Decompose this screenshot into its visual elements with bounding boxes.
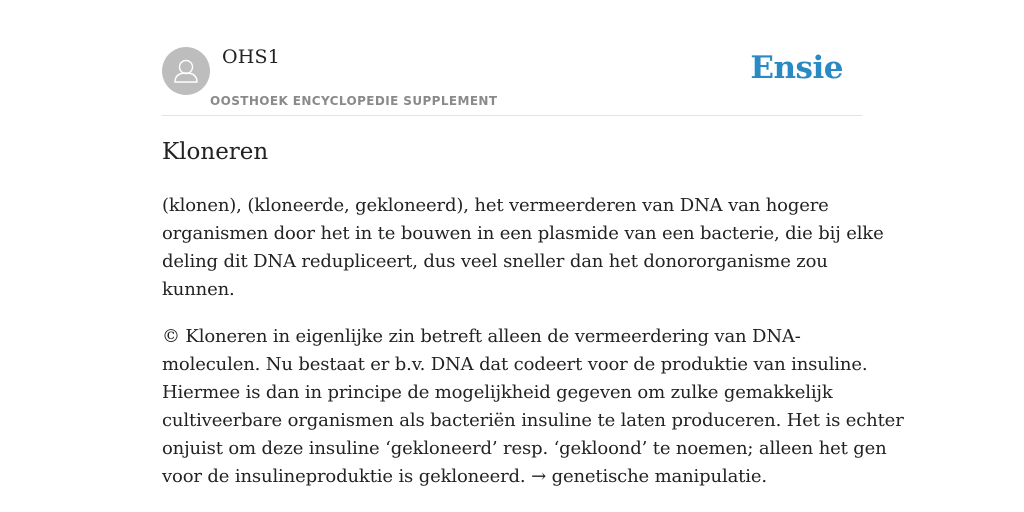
text-line: onjuist om deze insuline ‘gekloneerd’ resp. ‘gekloond’ te noemen; alleen het gen xyxy=(162,438,887,459)
source-label: OOSTHOEK ENCYCLOPEDIE SUPPLEMENT xyxy=(210,94,498,108)
article-body xyxy=(162,192,904,510)
text-line: moleculen. Nu bestaat er b.v. DNA dat codeert voor de produktie van insuline. xyxy=(162,354,868,375)
text-line: © Kloneren in eigenlijke zin betreft alleen de vermeerdering van DNA- xyxy=(162,326,801,347)
text-line: organismen door het in te bouwen in een plasmide van een bacterie, die bij elke xyxy=(162,223,884,244)
text-line: cultiveerbare organismen als bacteriën insuline te laten produceren. Het is echter xyxy=(162,410,904,431)
user-icon xyxy=(162,47,210,95)
text-line: (klonen), (kloneerde, gekloneerd), het vermeerderen van DNA van hogere xyxy=(162,195,829,216)
page-title: Kloneren xyxy=(162,139,269,165)
paragraph-explanation xyxy=(162,323,904,491)
text-line: kunnen. xyxy=(162,279,235,300)
paragraph-definition xyxy=(162,192,884,304)
text-line: Hiermee is dan in principe de mogelijkheid gegeven om zulke gemakkelijk xyxy=(162,382,833,403)
author-name[interactable]: OHS1 xyxy=(222,46,281,68)
avatar[interactable] xyxy=(162,47,210,95)
brand-logo[interactable]: Ensie xyxy=(750,50,843,86)
text-line: voor de insulineproduktie is gekloneerd. → genetische manipulatie. xyxy=(162,466,767,487)
header xyxy=(162,0,862,116)
text-line: deling dit DNA redupliceert, dus veel sneller dan het donororganisme zou xyxy=(162,251,828,272)
